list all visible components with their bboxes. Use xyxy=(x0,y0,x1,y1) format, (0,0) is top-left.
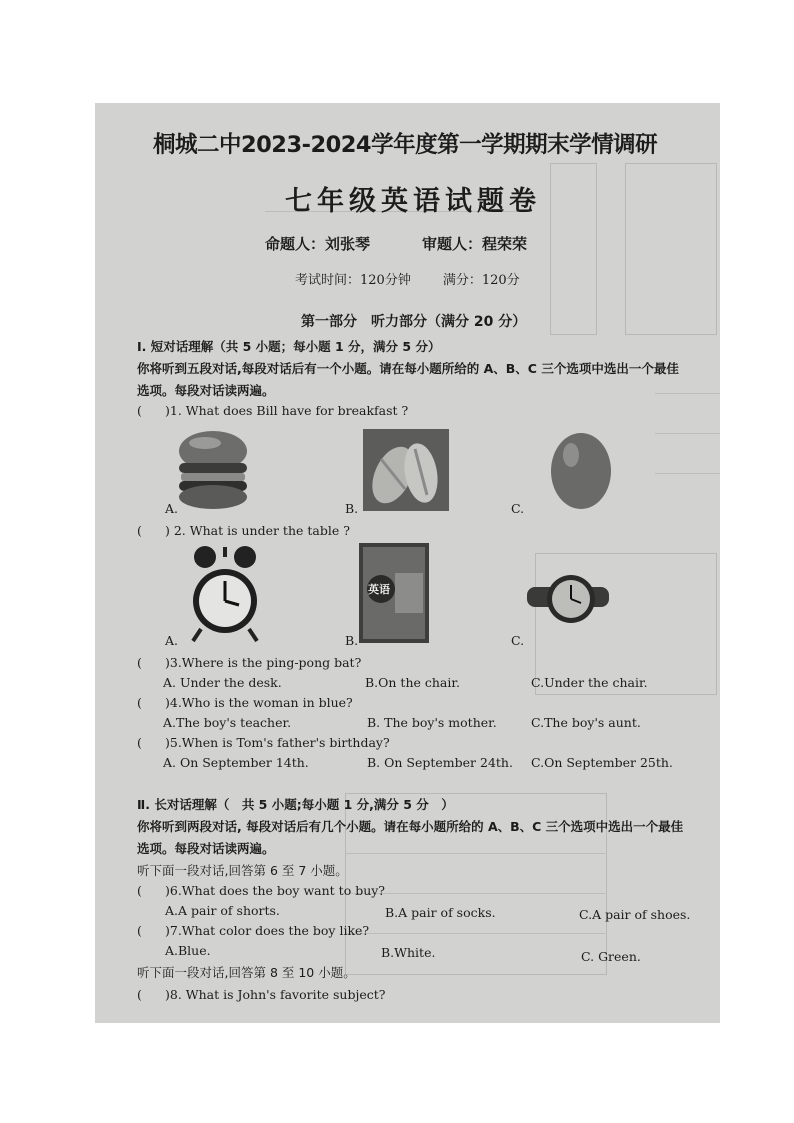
answer-paren[interactable]: ( xyxy=(137,883,142,898)
ghost-line xyxy=(655,433,720,434)
section-2-title: Ⅱ. 长对话理解（ 共 5 小题;每小题 1 分,满分 5 分 ） xyxy=(137,797,454,812)
question-text: )5.When is Tom's father's birthday? xyxy=(165,735,390,750)
school-title: 桐城二中2023-2024学年度第一学期期末学情调研 xyxy=(153,132,658,158)
author: 命题人：刘张琴 xyxy=(265,235,371,253)
question-text: )6.What does the boy want to buy? xyxy=(165,883,386,898)
question-1 xyxy=(137,403,408,418)
option-a: A.Blue. xyxy=(165,943,211,958)
answer-paren[interactable]: ( xyxy=(137,655,142,670)
ghost-line xyxy=(655,473,720,474)
answer-paren[interactable]: ( xyxy=(137,735,142,750)
option-a: A. xyxy=(165,501,179,516)
alarm-clock-picture xyxy=(187,543,263,643)
question-4 xyxy=(137,695,353,710)
option-c: C. xyxy=(511,501,525,516)
author-line xyxy=(265,233,527,254)
option-b: B.White. xyxy=(381,945,436,960)
exam-meta xyxy=(295,269,520,288)
exam-time: 考试时间：120分钟 xyxy=(295,273,411,288)
burger-picture xyxy=(175,429,251,511)
question-3 xyxy=(137,655,361,670)
question-7 xyxy=(137,923,369,938)
option-b: B. On September 24th. xyxy=(367,755,513,770)
question-text: )4.Who is the woman in blue? xyxy=(165,695,353,710)
full-score: 满分：120分 xyxy=(442,273,520,288)
option-a: A.A pair of shorts. xyxy=(165,903,280,918)
exam-paper xyxy=(95,103,720,1023)
section-2-instruction-1: 你将听到两段对话, 每段对话后有几个小题。请在每小题所给的 A、B、C 三个选项中选出一个最佳 xyxy=(137,819,684,834)
ghost-box xyxy=(550,163,597,335)
section-2-instruction-2: 选项。每段对话读两遍。 xyxy=(137,841,275,856)
option-b: B.On the chair. xyxy=(365,675,460,690)
answer-paren[interactable]: ( xyxy=(137,403,142,418)
exam-title: 七年级英语试题卷 xyxy=(285,186,541,217)
option-b: B. xyxy=(345,501,359,516)
section-1-title: Ⅰ. 短对话理解（共 5 小题；每小题 1 分，满分 5 分） xyxy=(137,339,441,354)
answer-paren[interactable]: ( xyxy=(137,923,142,938)
ghost-box xyxy=(625,163,717,335)
question-text: )1. What does Bill have for breakfast ? xyxy=(165,403,409,418)
answer-paren[interactable]: ( xyxy=(137,695,142,710)
answer-paren[interactable]: ( xyxy=(137,987,142,1002)
egg-picture xyxy=(543,425,619,511)
question-text: )7.What color does the boy like? xyxy=(165,923,370,938)
option-b: B. The boy's mother. xyxy=(367,715,497,730)
part-one-title: 第一部分 听力部分（满分 20 分） xyxy=(301,314,527,330)
question-6 xyxy=(137,883,385,898)
question-5 xyxy=(137,735,390,750)
section-1-instruction-1: 你将听到五段对话,每段对话后有一个小题。请在每小题所给的 A、B、C 三个选项中选出一个最佳 xyxy=(137,361,679,376)
watch-picture xyxy=(527,569,609,631)
ghost-line xyxy=(655,393,720,394)
option-c: C. xyxy=(511,633,525,648)
question-text: )8. What is John's favorite subject? xyxy=(165,987,386,1002)
ghost-line xyxy=(345,853,605,854)
answer-paren[interactable]: ( xyxy=(137,523,142,538)
option-a: A. On September 14th. xyxy=(163,755,309,770)
option-a: A. Under the desk. xyxy=(163,675,282,690)
option-c: C.On September 25th. xyxy=(531,755,673,770)
option-b: B. xyxy=(345,633,359,648)
option-c: C.A pair of shoes. xyxy=(579,907,691,922)
option-a: A. xyxy=(165,633,179,648)
ghost-line xyxy=(345,933,605,934)
option-c: C.Under the chair. xyxy=(531,675,648,690)
option-a: A.The boy's teacher. xyxy=(163,715,292,730)
book-cover-label: 英语 xyxy=(368,583,390,596)
dialogue-note-2: 听下面一段对话,回答第 8 至 10 小题。 xyxy=(137,965,356,980)
section-1-instruction-2: 选项。每段对话读两遍。 xyxy=(137,383,275,398)
question-8 xyxy=(137,987,385,1002)
option-c: C.The boy's aunt. xyxy=(531,715,641,730)
question-text: )3.Where is the ping-pong bat? xyxy=(165,655,362,670)
bread-picture xyxy=(363,429,449,511)
reviewer: 审题人：程荣荣 xyxy=(422,235,528,253)
question-2 xyxy=(137,523,350,538)
dialogue-note-1: 听下面一段对话,回答第 6 至 7 小题。 xyxy=(137,863,348,878)
option-c: C. Green. xyxy=(581,949,641,964)
option-b: B.A pair of socks. xyxy=(385,905,496,920)
question-text: ) 2. What is under the table ? xyxy=(165,523,350,538)
